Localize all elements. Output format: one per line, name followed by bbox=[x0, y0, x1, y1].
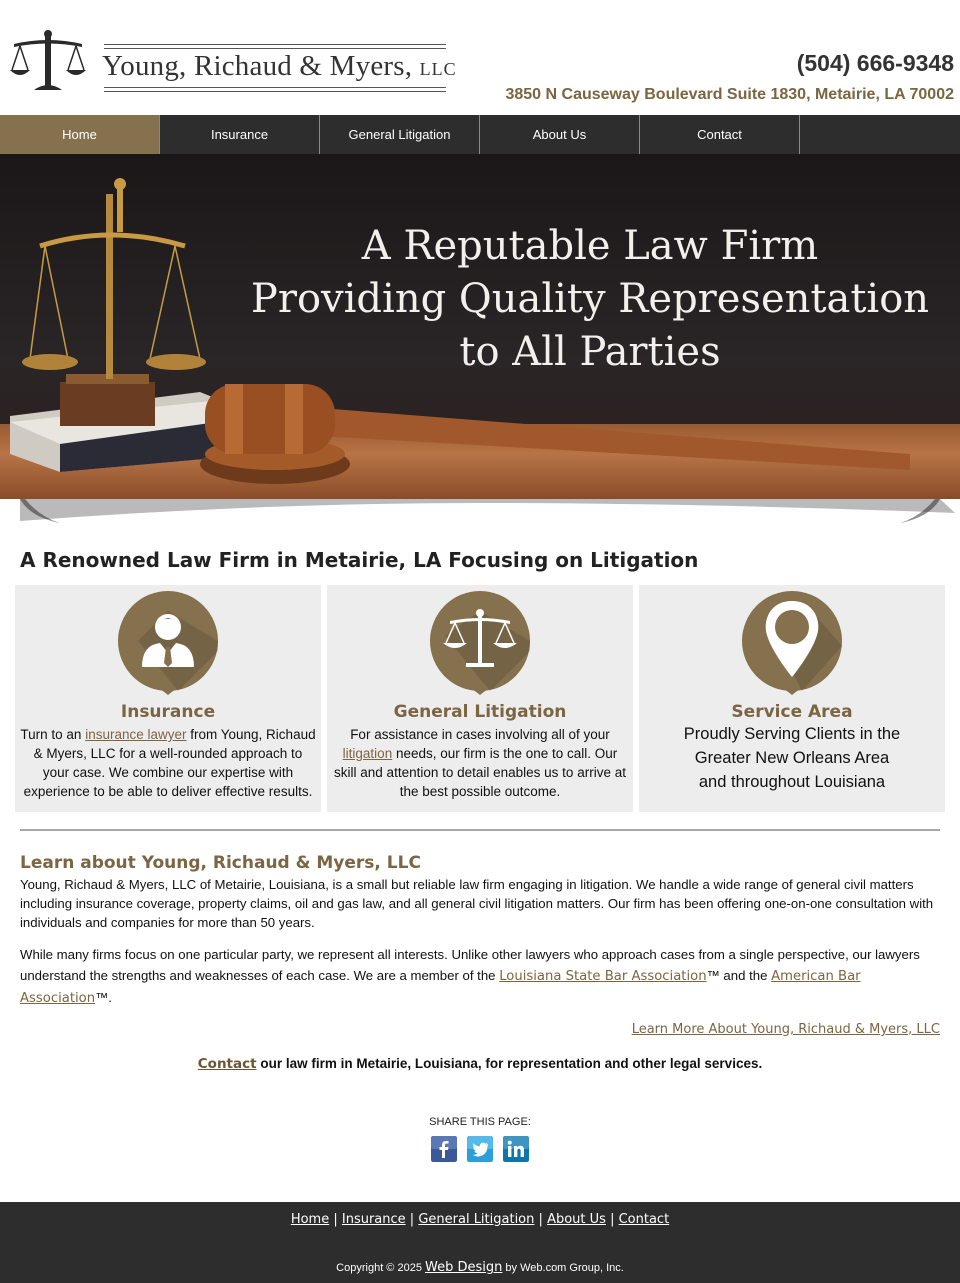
footer-separator: | bbox=[333, 1212, 338, 1227]
nav-item-contact[interactable]: Contact bbox=[640, 115, 800, 154]
facebook-icon[interactable] bbox=[431, 1136, 457, 1162]
feature-title-general-litigation: General Litigation bbox=[393, 702, 567, 722]
hero-line-1: A Reputable Law Firm bbox=[361, 223, 819, 269]
contact-cta: Contact our law firm in Metairie, Louisiana, for representation and other legal services. bbox=[197, 1056, 763, 1072]
site-header bbox=[0, 0, 960, 115]
footer-separator: | bbox=[538, 1212, 543, 1227]
twitter-icon[interactable] bbox=[467, 1136, 493, 1162]
copyright-text: Copyright © 2025 Web Design by Web.com Group, Inc. bbox=[336, 1260, 624, 1275]
logo-rule-bottom bbox=[104, 87, 446, 92]
nav-item-insurance[interactable]: Insurance bbox=[160, 115, 320, 154]
feature-title-service-area: Service Area bbox=[731, 702, 853, 722]
learn-more-link[interactable]: Learn More About Young, Richaud & Myers, LLC bbox=[631, 1022, 940, 1037]
feature-box-service-area bbox=[639, 585, 945, 812]
logo-rule-top bbox=[104, 44, 446, 49]
hero-headline bbox=[250, 220, 930, 379]
site-footer bbox=[0, 1202, 960, 1283]
footer-link-general-litigation[interactable]: General Litigation bbox=[418, 1212, 535, 1227]
footer-link-about-us[interactable]: About Us bbox=[547, 1212, 606, 1227]
footer-separator: | bbox=[409, 1212, 415, 1227]
scales-logo-icon bbox=[10, 30, 86, 92]
about-paragraph-1: Young, Richaud & Myers, LLC of Metairie, Louisiana, is a small but reliable law firm engaging in litigation. We handle a wide range of general civil matters including insurance coverage, property claims, oil and gas law, and all general civil litigation matters. Our firm has been offering one-on-one consultation with individuals and companies for more than 50 years. bbox=[20, 877, 934, 930]
main-nav bbox=[0, 115, 960, 154]
feature-title-insurance: Insurance bbox=[120, 702, 216, 722]
phone-number[interactable]: (504) 666-9348 bbox=[796, 50, 954, 76]
web-design-link[interactable]: Web Design bbox=[425, 1260, 503, 1275]
feature-box-insurance bbox=[15, 585, 321, 812]
hero-line-3: to All Parties bbox=[459, 329, 721, 375]
page-heading: A Renowned Law Firm in Metairie, LA Focusing on Litigation bbox=[20, 548, 699, 572]
firm-logo[interactable] bbox=[10, 30, 457, 96]
footer-link-home[interactable]: Home bbox=[290, 1212, 330, 1227]
feature-boxes bbox=[15, 585, 945, 812]
hero-drop-shadow bbox=[0, 499, 960, 529]
section-divider bbox=[20, 829, 940, 831]
about-heading: Learn about Young, Richaud & Myers, LLC bbox=[20, 853, 421, 873]
logo-text bbox=[102, 50, 457, 83]
feature-text-general-litigation: For assistance in cases involving all of your litigation needs, our firm is the one to call. Our skill and attention to detail enables us to arrive at the best possible outcome. bbox=[334, 727, 626, 799]
nav-item-home[interactable]: Home bbox=[0, 115, 160, 154]
share-icons bbox=[431, 1136, 531, 1162]
scales-of-justice-icon bbox=[430, 591, 530, 695]
feature-text-service-area: Proudly Serving Clients in the Greater New Orleans Area and throughout Louisiana bbox=[683, 725, 901, 791]
feature-text-insurance: Turn to an insurance lawyer from Young, Richaud & Myers, LLC for a well-rounded approach to your case. We combine our expertise with experience to be able to deliver effective results. bbox=[20, 727, 316, 799]
litigation-link[interactable]: litigation bbox=[342, 746, 393, 761]
logo-llc: LLC bbox=[419, 59, 457, 79]
contact-link[interactable]: Contact bbox=[197, 1056, 257, 1072]
footer-nav bbox=[0, 1212, 960, 1227]
hero-banner bbox=[0, 154, 960, 499]
about-paragraph-2: While many firms focus on one particular party, we represent all interests. Unlike other lawyers who approach cases from a single perspective, our lawyers understand the strengths and weaknesses of each case. We are a member of the Louisiana State Bar Association™ and the American Bar Association™. bbox=[20, 947, 920, 1006]
american-bar-link[interactable]: American Bar Association bbox=[20, 969, 861, 1006]
footer-link-insurance[interactable]: Insurance bbox=[341, 1212, 406, 1227]
linkedin-icon[interactable] bbox=[503, 1136, 529, 1162]
feature-box-general-litigation bbox=[327, 585, 633, 812]
nav-item-general-litigation[interactable]: General Litigation bbox=[320, 115, 480, 154]
map-pin-icon bbox=[742, 591, 842, 695]
footer-separator: | bbox=[610, 1212, 615, 1227]
person-icon bbox=[118, 591, 218, 695]
logo-firm-name: Young, Richaud & Myers, bbox=[102, 50, 413, 82]
insurance-lawyer-link[interactable]: insurance lawyer bbox=[85, 727, 187, 742]
hero-line-2: Providing Quality Representation bbox=[250, 276, 930, 322]
footer-link-contact[interactable]: Contact bbox=[618, 1212, 670, 1227]
louisiana-bar-link[interactable]: Louisiana State Bar Association bbox=[499, 969, 707, 984]
share-label: SHARE THIS PAGE: bbox=[429, 1116, 531, 1128]
nav-item-about-us[interactable]: About Us bbox=[480, 115, 640, 154]
office-address: 3850 N Causeway Boulevard Suite 1830, Metairie, LA 70002 bbox=[505, 86, 954, 103]
